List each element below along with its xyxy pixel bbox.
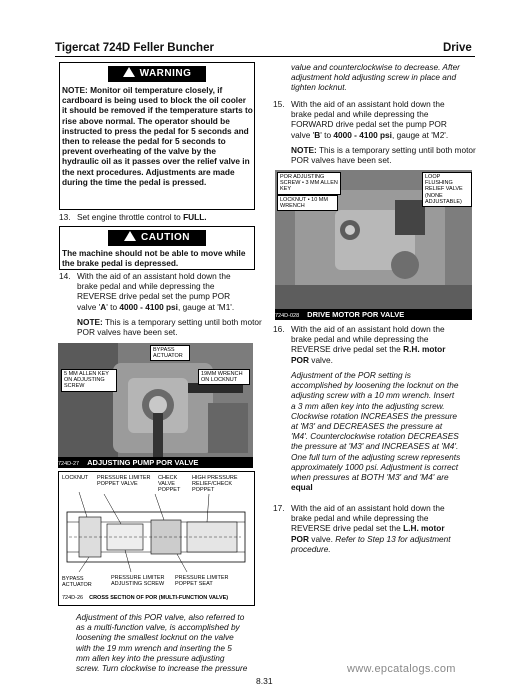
step-line: REVERSE drive pedal set the R.H. motor (291, 344, 446, 355)
step-line: valve 'A' to 4000 - 4100 psi, gauge at 'M1'. (77, 301, 235, 312)
step-line: brake pedal and while depressing the (291, 513, 429, 524)
step-line: With the aid of an assistant hold down the (291, 324, 445, 334)
section-title: Drive (443, 42, 472, 54)
step-line: With the aid of an assistant hold down the (77, 271, 231, 281)
step-number: 16. (273, 324, 285, 334)
caution-box (59, 226, 255, 270)
step-line: With the aid of an assistant hold down the (291, 99, 445, 109)
step-line: brake pedal and while depressing the (291, 334, 429, 345)
photo-caption: 724D-27 ADJUSTING PUMP POR VALVE (58, 457, 253, 468)
por-screw-label: POR ADJUSTING SCREW • 3 MM ALLEN KEY (277, 172, 341, 195)
step-line: procedure. (291, 543, 331, 554)
warning-banner (108, 66, 206, 82)
step-number: 15. (273, 99, 285, 109)
caution-text: The machine should not be able to move while the brake pedal is depressed. (62, 248, 246, 269)
step-line: REVERSE drive pedal set the L.H. motor (291, 523, 445, 534)
step-line: POR valve. (291, 354, 333, 365)
continued-paragraph: value and counterclockwise to decrease. After adjustment hold adjusting screw in place and tighten locknut. (291, 62, 460, 93)
step-line: brake pedal and while depressing the (77, 281, 215, 292)
header-rule (55, 56, 475, 57)
step-line: With the aid of an assistant hold down the (291, 503, 445, 513)
photo-caption: 724D-028 DRIVE MOTOR POR VALVE (275, 309, 472, 320)
step-17 (273, 503, 483, 554)
check-valve-label: CHECK VALVE POPPET (158, 475, 181, 493)
step-16 (273, 324, 483, 365)
step-number: 13. (59, 212, 71, 222)
pump-valve-illustration (58, 343, 253, 468)
warning-icon (123, 67, 135, 77)
warning-text: NOTE: Monitor oil temperature closely, if cardboard is being used to block the oil cooler it should be removed if the temperature starts to rise above normal. The operator should be instructed to press the pedal for 5 seconds and then to release the pedal for 5 seconds to prevent overheating of the valve by the hydraulic oil as it passes over the relief valve in the next procedures. Adjustments are made during the time the pedal is pressed. (62, 85, 253, 187)
caution-title: CAUTION (140, 232, 191, 243)
doc-title: Tigercat 724D Feller Buncher (55, 42, 214, 54)
watermark-link[interactable]: www.epcatalogs.com (347, 663, 456, 675)
step-15 (273, 99, 483, 165)
cross-section-diagram (58, 471, 255, 606)
step-14 (59, 271, 269, 337)
pressure-limiter-poppet-label: PRESSURE LIMITER POPPET VALVE (97, 475, 151, 487)
step-line: brake pedal and while depressing the (291, 109, 429, 120)
high-pressure-label: HIGH PRESSURE RELIEF/CHECK POPPET (192, 475, 238, 493)
section-caption: 724D-26 CROSS SECTION OF POR (MULTI-FUNCTION VALVE) (62, 595, 229, 601)
drive-motor-por-photo (275, 170, 472, 320)
page-number: 8.31 (256, 676, 273, 686)
step-line: POR valve. Refer to Step 13 for adjustment (291, 533, 451, 544)
step-note: NOTE: This is a temporary setting until both motor POR valves have been set. (77, 316, 262, 338)
bypass-label: BYPASS ACTUATOR (62, 576, 92, 588)
step-line: FORWARD drive pedal set the pump POR (291, 119, 447, 130)
step-line: REVERSE drive pedal set the pump POR (77, 291, 231, 302)
por-adjustment-paragraph: Adjustment of this POR valve, also referred to as a multi-function valve, is accomplished by loosening the smallest locknut on the valve with the 19 mm wrench and inserting the 5 mm allen key into the pressure adjusting screw. Turn clockwise to increase the pressure (76, 612, 248, 674)
adjusting-screw-label: PRESSURE LIMITER ADJUSTING SCREW (111, 575, 165, 587)
por-setting-paragraph: Adjustment of the POR setting is accomplished by loosening the locknut on the adjusting screw with a 10 mm wrench. Insert a 3 mm allen key into the adjusting screw. Clockwise rotation INCREASES the pressure at 'M3' and DECREASES the pressure at 'M4'. Counterclockwise rotation DECREASES the pressure at 'M3' and INCREASES at 'M4'. One full turn of the adjusting screw represents approximately 1000 psi. Adjustment is correct when pressures at BOTH 'M3' and 'M4' are equal (291, 370, 461, 493)
step-text: Set engine throttle control to (77, 212, 184, 222)
locknut-label: LOCKNUT • 10 MM WRENCH (277, 195, 338, 211)
warning-box (59, 62, 255, 210)
warning-title: WARNING (139, 68, 192, 79)
caution-banner (108, 230, 206, 246)
bypass-actuator-label: BYPASS ACTUATOR (150, 345, 190, 361)
step-13 (59, 212, 259, 222)
step-line: valve 'B' to 4000 - 4100 psi, gauge at 'M2'. (291, 129, 449, 140)
step-note: NOTE: This is a temporary setting until both motor POR valves have been set. (291, 144, 476, 166)
step-number: 14. (59, 271, 71, 281)
locknut-label: LOCKNUT (62, 475, 89, 481)
loop-flushing-label: LOOP FLUSHING RELIEF VALVE (NONE ADJUSTABLE) (422, 172, 472, 207)
step-number: 17. (273, 503, 285, 513)
wrench-label: 19MM WRENCH ON LOCKNUT (198, 369, 250, 385)
step-value: FULL. (183, 212, 207, 222)
caution-icon (124, 231, 136, 241)
allen-key-label: 5 MM ALLEN KEY ON ADJUSTING SCREW (61, 369, 117, 392)
poppet-seat-label: PRESSURE LIMITER POPPET SEAT (175, 575, 229, 587)
pump-por-photo (58, 343, 253, 468)
